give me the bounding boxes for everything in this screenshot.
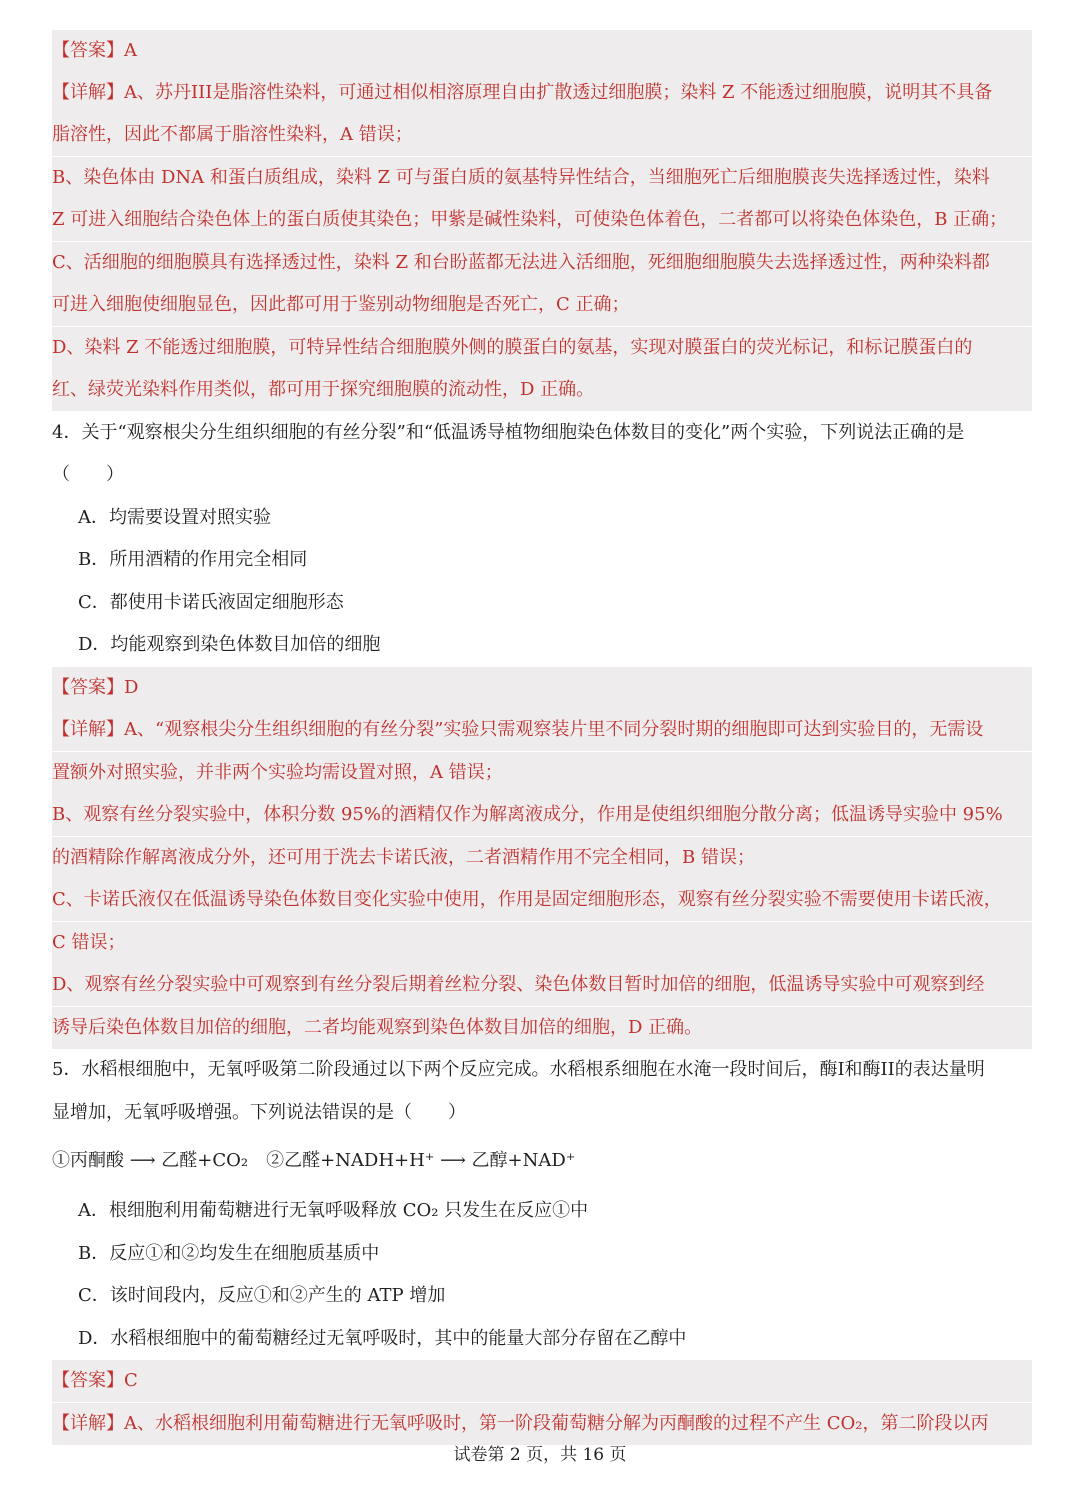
explanation-line: 红、绿荧光染料作用类似，都可用于探究细胞膜的流动性，D 正确。 [52, 369, 1032, 411]
question-stem: 4．关于“观察根尖分生组织细胞的有丝分裂”和“低温诱导植物细胞染色体数目的变化”两个实验，下列说法正确的是 [52, 422, 965, 443]
option-b: B．反应①和②均发生在细胞质基质中 [78, 1243, 380, 1264]
explanation-line: 【详解】A、水稻根细胞利用葡萄糖进行无氧呼吸时，第一阶段葡萄糖分解为丙酮酸的过程不产生 CO₂，第二阶段以丙 [52, 1403, 1032, 1445]
answer-line: 【答案】D [52, 667, 1032, 709]
option-d: D．水稻根细胞中的葡萄糖经过无氧呼吸时，其中的能量大部分存留在乙醇中 [78, 1328, 687, 1349]
option-a: A．根细胞利用葡萄糖进行无氧呼吸释放 CO₂ 只发生在反应①中 [78, 1200, 589, 1221]
explanation-line: D、观察有丝分裂实验中可观察到有丝分裂后期着丝粒分裂、染色体数目暂时加倍的细胞，低温诱导实验中可观察到经 [52, 964, 1032, 1006]
option-b: B．所用酒精的作用完全相同 [78, 549, 308, 570]
question-stem: 5．水稻根细胞中，无氧呼吸第二阶段通过以下两个反应完成。水稻根系细胞在水淹一段时间后，酶I和酶II的表达量明 [52, 1059, 985, 1080]
option-d: D．均能观察到染色体数目加倍的细胞 [78, 634, 381, 655]
explanation-line: Z 可进入细胞结合染色体上的蛋白质使其染色；甲紫是碱性染料，可使染色体着色，二者都可以将染色体染色，B 正确； [52, 199, 1032, 241]
question-stem: 显增加，无氧呼吸增强。下列说法错误的是（ ） [52, 1102, 466, 1123]
explanation-line: 【详解】A、“观察根尖分生组织细胞的有丝分裂”实验只需观察装片里不同分裂时期的细胞即可达到实验目的，无需设 [52, 709, 1032, 751]
explanation-line: 【详解】A、苏丹III是脂溶性染料，可通过相似相溶原理自由扩散透过细胞膜；染料 Z 不能透过细胞膜，说明其不具备 [52, 72, 1032, 114]
answer-line: 【答案】A [52, 30, 1032, 72]
explanation-line: 脂溶性，因此不都属于脂溶性染料，A 错误； [52, 114, 1032, 156]
explanation-line: 可进入细胞使细胞显色，因此都可用于鉴别动物细胞是否死亡，C 正确； [52, 284, 1032, 326]
explanation-line: B、染色体由 DNA 和蛋白质组成，染料 Z 可与蛋白质的氨基特异性结合，当细胞死亡后细胞膜丧失选择透过性，染料 [52, 157, 1032, 199]
option-a: A．均需要设置对照实验 [78, 507, 271, 528]
page-footer: 试卷第 2 页，共 16 页 [453, 1445, 627, 1465]
question-stem: （ ） [52, 464, 124, 485]
answer-line: 【答案】C [52, 1360, 1032, 1402]
reaction-equations: ①丙酮酸 ⟶ 乙醛+CO₂ ②乙醛+NADH+H⁺ ⟶ 乙醇+NAD⁺ [52, 1150, 576, 1171]
explanation-line: 的酒精除作解离液成分外，还可用于洗去卡诺氏液，二者酒精作用不完全相同，B 错误； [52, 837, 1032, 879]
explanation-line: 置额外对照实验，并非两个实验均需设置对照，A 错误； [52, 752, 1032, 794]
explanation-line: C、活细胞的细胞膜具有选择透过性，染料 Z 和台盼蓝都无法进入活细胞，死细胞细胞膜失去选择透过性，两种染料都 [52, 242, 1032, 284]
explanation-line: C 错误； [52, 922, 1032, 964]
explanation-line: 诱导后染色体数目加倍的细胞，二者均能观察到染色体数目加倍的细胞，D 正确。 [52, 1007, 1032, 1049]
explanation-line: B、观察有丝分裂实验中，体积分数 95%的酒精仅作为解离液成分，作用是使组织细胞分散分离；低温诱导实验中 95% [52, 794, 1032, 836]
option-c: C．都使用卡诺氏液固定细胞形态 [78, 592, 344, 613]
option-c: C．该时间段内，反应①和②产生的 ATP 增加 [78, 1285, 446, 1306]
explanation-line: D、染料 Z 不能透过细胞膜，可特异性结合细胞膜外侧的膜蛋白的氨基，实现对膜蛋白的荧光标记，和标记膜蛋白的 [52, 327, 1032, 369]
explanation-line: C、卡诺氏液仅在低温诱导染色体数目变化实验中使用，作用是固定细胞形态，观察有丝分裂实验不需要使用卡诺氏液， [52, 879, 1032, 921]
